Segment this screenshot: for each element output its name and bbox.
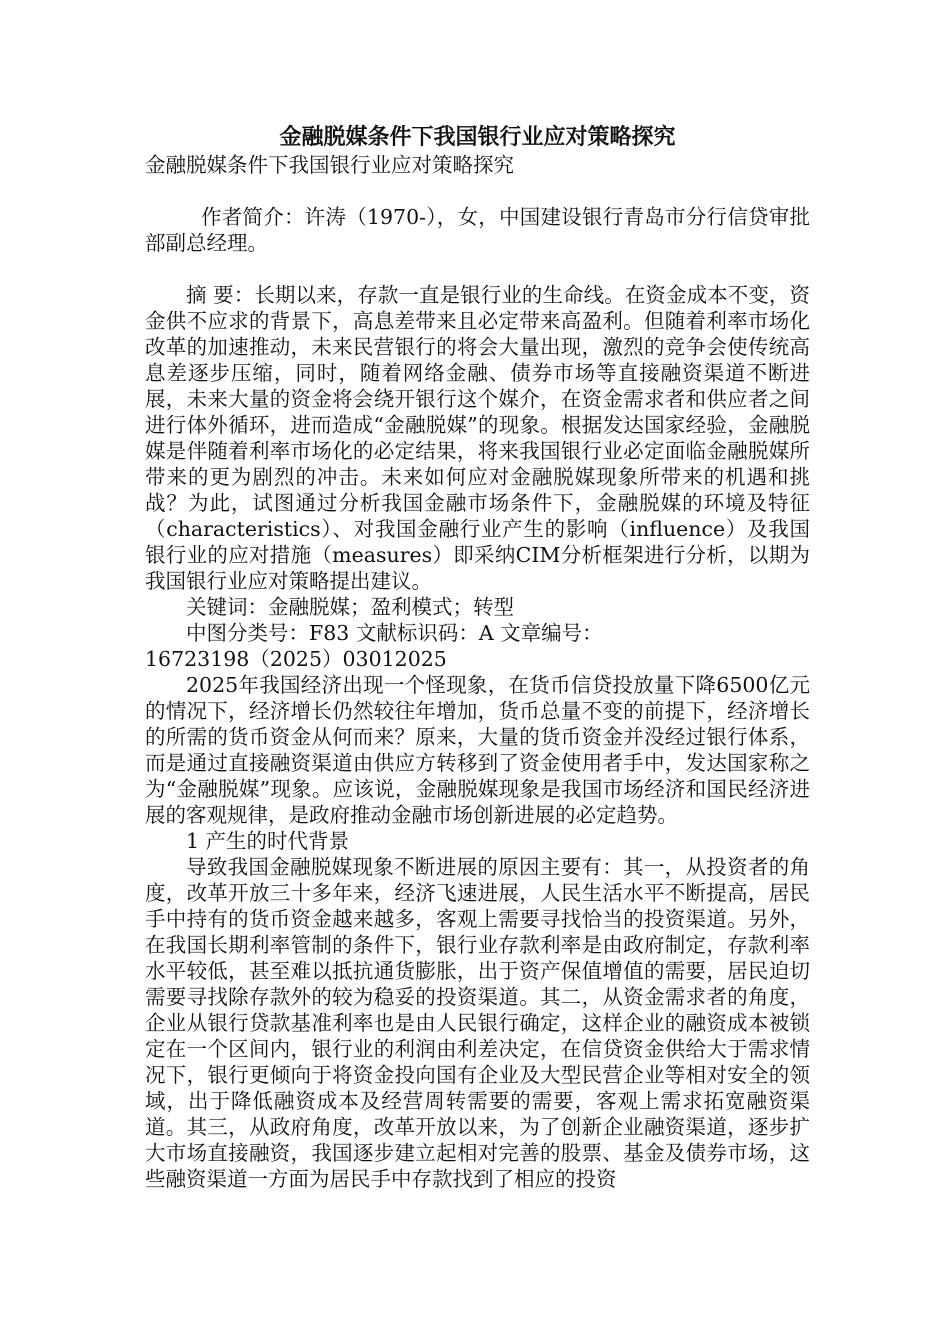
document-title: 金融脱媒条件下我国银行业应对策略探究 xyxy=(279,124,676,150)
body-paragraph-1: 2025年我国经济出现一个怪现象，在货币信贷投放量下降6500亿元的情况下，经济增长仍然较往年增加，货币总量不变的前提下，经济增长的所需的货币资金从何而来？原来，大量的货币资金并没经过银行体系，而是通过直接融资渠道由供应方转移到了资金使用者手中，发达国家称之为“金融脱媒”现象。应该说，金融脱媒现象是我国市场经济和国民经济进展的客观规律，是政府推动金融市场创新进展的必定趋势。 xyxy=(145,673,810,827)
classification-line: 中图分类号：F83 文献标识码：A 文章编号： xyxy=(186,621,603,645)
spacer xyxy=(145,256,810,282)
body-paragraph-2: 导致我国金融脱媒现象不断进展的原因主要有：其一，从投资者的角度，改革开放三十多年来，经济飞速进展，人民生活水平不断提高，居民手中持有的货币资金越来越多，客观上需要寻找恰当的投资渠道。另外，在我国长期利率管制的条件下，银行业存款利率是由政府制定，存款利率水平较低，甚至难以抵抗通货膨胀，出于资产保值增值的需要，居民迫切需要寻找除存款外的较为稳妥的投资渠道。其二，从资金需求者的角度，企业从银行贷款基准利率也是由人民银行确定，这样企业的融资成本被锁定在一个区间内，银行业的利润由利差决定，在信贷资金供给大于需求情况下，银行更倾向于将资金投向国有企业及大型民营企业等相对安全的领域，出于降低融资成本及经营周转需要的需要，客观上需求拓宽融资渠道。其三，从政府角度，改革开放以来，为了创新企业融资渠道，逐步扩大市场直接融资，我国逐步建立起相对完善的股票、基金及债券市场，这些融资渠道一方面为居民手中存款找到了相应的投资 xyxy=(145,855,810,1191)
spacer xyxy=(145,178,810,204)
author-note: 作者简介：许涛（1970-），女，中国建设银行青岛市分行信贷审批部副总经理。 xyxy=(145,205,810,255)
abstract-paragraph: 摘 要：长期以来，存款一直是银行业的生命线。在资金成本不变，资金供不应求的背景下，高息差带来且必定带来高盈利。但随着利率市场化改革的加速推动，未来民营银行的将会大量出现，激烈的竞争会使传统高息差逐步压缩，同时，随着网络金融、债券市场等直接融资渠道不断进展，未来大量的资金将会绕开银行这个媒介，在资金需求者和供应者之间进行体外循环，进而造成“金融脱媒”的现象。根据发达国家经验，金融脱媒是伴随着利率市场化的必定结果，将来我国银行业必定面临金融脱媒所带来的更为剧烈的冲击。未来如何应对金融脱媒现象所带来的机遇和挑战？为此，试图通过分析我国金融市场条件下，金融脱媒的环境及特征（characteristics）、对我国金融行业产生的影响（influence）及我国银行业的应对措施（measures）即采纳CIM分析框架进行分析，以期为我国银行业应对策略提出建议。 xyxy=(145,283,810,593)
section-heading: 1 产生的时代背景 xyxy=(186,829,350,853)
keywords-line: 关键词：金融脱媒；盈利模式；转型 xyxy=(186,595,514,619)
document-subtitle: 金融脱媒条件下我国银行业应对策略探究 xyxy=(145,153,514,177)
article-number: 16723198（2025）03012025 xyxy=(145,647,447,671)
